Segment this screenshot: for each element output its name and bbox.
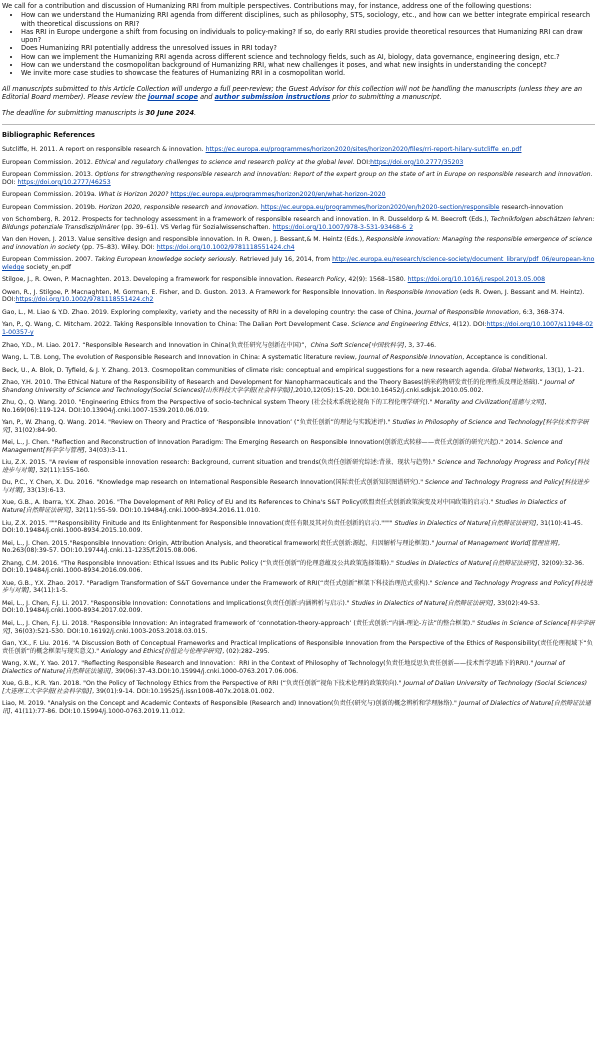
reference-item (2, 276, 595, 284)
reference-details: , 4(12). DOI: (448, 321, 487, 329)
reference-item (2, 321, 595, 336)
reference-text: European Commission. 2019a. (2, 191, 99, 199)
reference-details: (pp. 75–83). Wiley. DOI: (79, 243, 157, 251)
reference-item (2, 540, 595, 555)
deadline-note (2, 109, 595, 117)
reference-item (2, 580, 595, 595)
reference-item (2, 236, 595, 251)
reference-item (2, 204, 595, 212)
reference-text: Zhao, Y.D., M. Liao. 2017. “Responsible Research and Innovation in China(负责任研究与创新在中国)”， (2, 341, 311, 349)
question-item: • How can we implement the Humanizing RRI agenda across different science and technology fields, such as AI, biology, data governance, engineering design, etc.? (21, 53, 595, 61)
reference-source: Taking European knowledge society seriously (94, 256, 236, 264)
reference-text: Mei, L., J. Chen. 2015."Responsible Innovation: Origin, Attribution Analysis, and theoretical framework(责任式创新:源起、归因解析与理论框架)." (2, 539, 437, 547)
submission-note (2, 85, 595, 102)
reference-tail: society_en.pdf (24, 263, 72, 271)
reference-details: , 41(11):77-86. DOI:10.15994/j.1000-0763.2019.11.012. (10, 707, 185, 715)
reference-details: , 32(11):155-160. (35, 466, 90, 474)
reference-link[interactable]: http://ec.europa.eu/research/science-society/document_library/pdf_06/european-knowledge (2, 256, 595, 271)
reference-details: , 13(1), 1–21. (542, 366, 585, 374)
call-for-papers (2, 2, 595, 118)
note-text-after: prior to submitting a manuscript. (330, 92, 442, 101)
reference-text: Zhang, C.M. 2016. "The Responsible Innovation: Ethical Issues and Its Public Policy (“负责任创新”的伦理意蕴及公共政策选择策略)." (2, 559, 396, 567)
reference-item (2, 367, 595, 375)
reference-text: Sutcliffe, H. 2011. A report on responsible research & innovation. (2, 146, 206, 154)
reference-item (2, 660, 595, 675)
reference-item (2, 191, 595, 199)
reference-source: Options for strengthening responsible research and innovation: Report of the expert group on the state of art in Europe on responsible research and innovation (94, 171, 591, 179)
reference-item (2, 379, 595, 394)
section-divider (2, 124, 595, 125)
reference-item (2, 600, 595, 615)
reference-source: Responsible innovation: Managing the responsible emergence of science and innovation in society (2, 236, 593, 251)
reference-text: European Commission. 2013. (2, 171, 95, 179)
note-text-middle: and (197, 92, 215, 101)
reference-text: Van den Hoven, J. 2013. Value sensitive design and responsible innovation. In R. Owen, J. Bessant,& M. Heintz (Eds.), (2, 236, 367, 244)
reference-source: Ethical and regulatory challenges to science and research policy at the global level (94, 158, 353, 166)
reference-source: Studies in Philosophy of Science and Technology[科学技术哲学研究] (2, 419, 589, 434)
reference-source: Journal of Management World[管理世界] (436, 539, 558, 547)
reference-item (2, 256, 595, 271)
reference-text: Wang, X.W., Y. Yao. 2017. "Reflecting Responsible Research and Innovation：RRI in the Context of Philosophy of Technology(负责任地反思负责任创新——技术哲学思路下的RRI)." (2, 660, 536, 668)
reference-details: , 39(01):9-14. DOI:10.19525/j.issn1008-407x.2018.01.002. (92, 687, 275, 695)
reference-details: , 39(06):37-43.DOI:10.15994/j.cnki.1000-0763.2017.06.006. (111, 667, 299, 675)
reference-text: Mei, L., J. Chen. "Reflection and Reconstruction of Innovation Paradigm: The Emerging Research on Responsible Innovation(创新范式转移——责任式创新的研究兴起)." 2014. (2, 439, 525, 447)
reference-link[interactable]: https://doi.org/10.2777/35203 (370, 158, 464, 166)
reference-text: von Schomberg, R. 2012. Prospects for technology assessment in a framework of responsible research and innovation. In R. Dusseldorp & M. Beecroft (Eds.), (2, 216, 491, 224)
reference-text: Wang, L. T.B. Long, The evolution of Responsible Research and Innovation in China: A systematic literature review, (2, 354, 359, 362)
question-item: • How can we understand the cosmopolitan background of Humanizing RRI, what new challenges it poses, and what new insights in understanding the concept? (21, 61, 595, 69)
deadline-date: 30 June 2024 (145, 109, 195, 118)
reference-details: , Acceptance is conditional. (462, 354, 548, 362)
reference-source: Global Networks (492, 366, 543, 374)
reference-details: , 6:3, 368-374. (518, 308, 565, 316)
author-instructions-link[interactable]: author submission instructions (214, 92, 331, 101)
reference-text: Stilgoe, J., R. Owen, P. Macnaghten. 2013. Developing a framework for responsible innovation. (2, 276, 296, 284)
reference-text: Xue, G.B., A. Ibarra, Y.X. Zhao. 2016. "The Development of RRI Policy of EU and Its References to China's S&T Policy(欧盟责任式创新政策演变及对中国政策的启示)." (2, 499, 496, 507)
reference-details: , 34(11):1-5. (29, 587, 68, 595)
reference-source: Studies in Science of Science[科学学研究] (2, 619, 595, 635)
reference-item (2, 520, 595, 535)
reference-details: (pp. 39–61). VS Verlag für Sozialwissenschaften. (119, 223, 273, 231)
reference-item (2, 159, 595, 167)
reference-details: , 33(02):49-53. DOI:10.19484/j.cnki.1000-8934.2017.02.009. (2, 599, 540, 615)
reference-text: Zhu, Q., Q. Wang. 2010. "Engineering Ethics from the Perspective of socio-technical system Theory (社会技术系统论视角下的工程伦理学研究)." (2, 399, 435, 407)
question-item: • How can we understand the Humanizing RRI agenda from different disciplines, such as philosophy, STS, sociology, etc., and how can we better integrate empirical research with theoretical discussions on RRI? (21, 11, 595, 28)
reference-list (2, 146, 595, 715)
reference-item (2, 342, 595, 350)
reference-text: Liu, Z.X. 2015. "A review of responsible innovation research: Background, current situation and trends(负责任创新研究综述:背景、现状与趋势)." (2, 459, 438, 467)
reference-source: Journal of Dialectics of Nature[自然辩证法通讯] (2, 660, 565, 675)
reference-item (2, 289, 595, 304)
reference-tail: research-innovation (499, 203, 564, 211)
reference-link[interactable]: https://doi.org/10.1007/s11948-021-00357-y (2, 321, 594, 337)
reference-source: Journal of Responsible Innovation (358, 354, 463, 362)
reference-item (2, 419, 595, 434)
reference-text: Owen, R., J. Stilgoe, P. Macnaghten, M. Gorman, E. Fisher, and D. Guston. 2013. A Framework for Responsible Innovation. In (2, 288, 386, 296)
reference-text: Xue, G.B., Y.X. Zhao. 2017. "Paradigm Transformation of S&T Governance under the Framework of RRI(“责任式创新”框架下科技治理范式重构)." (2, 579, 435, 587)
reference-source: Journal of Dalian University of Technology (Social Sciences)[大连理工大学学报(社会科学版)] (2, 680, 587, 695)
reference-text: Xue, G.B., K.R. Yan. 2018. "On the Policy of Technology Ethics from the Perspective of RRI (“负责任创新”视角下技术伦理的政策转向)." (2, 680, 404, 688)
note-text-before: All manuscripts submitted to this Article Collection will undergo a full peer-review; the Guest Advisor for this collection will not be handling the manuscripts (unless they are an Editorial Board member). Please review the (2, 84, 583, 101)
reference-text: European Commission. 2012. (2, 158, 95, 166)
reference-item (2, 560, 595, 575)
reference-text: Yan, P., W. Zhang, Q. Wang. 2014. "Review on Theory and Practice of ‘Responsible Innovation’ (“负责任创新”的理论与实践述评)." (2, 419, 393, 427)
intro-lead: We call for a contribution and discussion of Humanizing RRI from multiple perspectives. Contributions may, for instance, address one of the following questions: (2, 2, 532, 10)
question-item: • Does Humanizing RRI potentially address the unresolved issues in RRI today? (21, 44, 595, 52)
reference-details: , 34(03):3-11. (84, 446, 128, 454)
reference-item (2, 620, 595, 635)
reference-item (2, 216, 595, 231)
reference-details: , No.169(06):119-124. DOI:10.13904/j.cnki.1007-1539.2010.06.019. (2, 399, 547, 414)
reference-source: Science and Technology Progress and Policy[科技进步与对策] (2, 459, 590, 474)
reference-item (2, 146, 595, 154)
reference-details: , 31(02):84-90. (10, 426, 58, 434)
reference-item (2, 479, 595, 494)
reference-item (2, 399, 595, 414)
reference-text: Gan, Y.X., F. Liu. 2016. "A Discussion Both of Conceptual Frameworks and Practical Implications of Responsible Innovation from the Perspective of the Ethics of Responsibility(责任伦理视域下“负责任创新”的概念框架与现实意义)." (2, 640, 593, 655)
reference-text: European Commission. 2007. (2, 256, 95, 264)
reference-text: Liu, Z.X. 2015. """Responsibility Finitude and Its Enlightenment for Responsible Innovation(责任有限及其对负责任创新的启示)."""" (2, 519, 395, 527)
reference-item (2, 640, 595, 655)
deadline-text: The deadline for submitting manuscripts is (2, 109, 146, 118)
reference-details: , 32(11):55-59. DOI:10.19484/j.cnki.1000-8934.2016.11.010. (71, 507, 261, 515)
reference-source: What is Horizon 2020? (98, 191, 169, 199)
reference-details: ,2010,12(05):15-20. DOI:10.16452/j.cnki.sdkjsk.2010.05.002. (293, 386, 484, 394)
reference-text: Liao, M. 2019. "Analysis on the Concept and Academic Contexts of Responsible (Research and) Innovation(负责任(研究与)创新的概念辨析和学理脉络)." (2, 700, 459, 708)
reference-source: China Soft Science[中国软科学] (310, 341, 405, 349)
reference-source: Studies in Dialectics of Nature[自然辩证法研究] (2, 499, 566, 515)
journal-scope-link[interactable]: journal scope (147, 92, 198, 101)
reference-text: Zhao, Y.H. 2010. The Ethical Nature of the Responsibility of Research and Development for Nanopharmaceuticals and the Theory Bases(纳米药物研发责任的伦理性质及理论基础).” (2, 378, 545, 386)
reference-source: Science and Engineering Ethics (351, 321, 449, 329)
reference-details: , No.263(08):39-57. DOI:10.19744/j.cnki.11-1235/f.2015.08.006. (2, 539, 560, 555)
reference-source: Studies in Dialectics of Nature[自然辩证法研究] (351, 599, 494, 607)
reference-source: Science and Technology Progress and Policy[科技进步与对策] (2, 479, 590, 494)
reference-item (2, 459, 595, 474)
reference-details: . DOI: (352, 158, 371, 166)
reference-link[interactable]: https://doi.org/10.1002/9781118551424.ch4 (156, 243, 295, 251)
reference-details: , 3, 37-46. (404, 341, 437, 349)
reference-source: Journal of Responsible Innovation (415, 308, 519, 316)
reference-source: Science and Technology Progress and Policy[科技进步与对策] (2, 579, 593, 595)
reference-link[interactable]: https://ec.europa.eu/programmes/horizon2020/en/h2020-section/responsible (260, 203, 500, 211)
reference-item (2, 499, 595, 514)
reference-link[interactable]: https://ec.europa.eu/programmes/horizon2020/en/what-horizon-2020 (170, 191, 386, 199)
reference-source: Studies in Dialectics of Nature[自然辩证法研究] (394, 519, 537, 527)
reference-source: Morality and Civilization[道德与文明] (434, 399, 545, 407)
reference-details: , (02):282–295. (222, 647, 270, 655)
reference-details: (eds R. Owen, J. Bessant and M. Heintz). DOI: (2, 288, 585, 304)
reference-link[interactable]: https://doi.org/10.2777/46253 (17, 178, 111, 186)
reference-text: Du, P.C., Y. Chen, X. Du. 2016. "Knowledge map research on International Responsible Research Innovation(国际责任式创新知识图谱研究)." (2, 479, 426, 487)
reference-details: , 32(09):32-36. DOI:10.19484/j.cnki.1000-8934.2016.09.006. (2, 559, 585, 575)
reference-source: Studies in Dialectics of Nature[自然辩证法研究] (395, 559, 538, 567)
reference-source: Horizon 2020, responsible research and innovation (98, 203, 257, 211)
deadline-end: . (194, 109, 197, 118)
reference-text: Gao, L., M. Liao & Y.D. Zhao. 2019. Exploring complexity, variety and the necessity of RRI in a developing country: the case of China, (2, 308, 416, 316)
reference-details: , 42(9): 1568–1580. (344, 276, 408, 284)
reference-source: Science and Management[科学学与管理] (2, 439, 563, 454)
reference-text: Mei, L., J. Chen, F.J. Li. 2017. "Responsible Innovation: Connotations and Implications(负责任创新:内涵辨析与启示)." (2, 599, 352, 607)
reference-text: Beck, U., A. Blok, D. Tyfield, & J. Y. Zhang. 2013. Cosmopolitan communities of climate risk: conceptual and empirical suggestions for a new research agenda. (2, 366, 493, 374)
reference-source: Research Policy (295, 276, 345, 284)
reference-link[interactable]: https://doi.org/10.1016/j.respol.2013.05.008 (407, 276, 546, 284)
reference-details: . DOI: (2, 171, 593, 186)
reference-item (2, 700, 595, 715)
reference-text: Yan, P., Q. Wang, C. Mitcham. 2022. Taking Responsible Innovation to China: The Dalian Port Development Case. (2, 321, 352, 329)
reference-details: , 31(10):41-45. DOI:10.19484/j.cnki.1000-8934.2015.10.009. (2, 519, 583, 535)
reference-text: Mei, L., J. Chen, F.J. Li. 2018. "Responsible Innovation: An integrated framework of ‘connotation-theory-approach’ (责任式创新:“内涵-理论-方法”的整合框架)." (2, 619, 477, 627)
reference-source: Technikfolgen abschätzen lehren: Bildungs potenziale Transdisziplinärer (2, 216, 595, 231)
reference-link[interactable]: https://ec.europa.eu/programmes/horizon2020/sites/horizon2020/files/rri-report-hilary-sutcliffe_en.pdf (205, 146, 522, 154)
reference-details: . Retrieved July 16, 2014, from (235, 256, 333, 264)
reference-details: . (256, 203, 261, 211)
reference-item (2, 309, 595, 317)
references-title: Bibliographic References (2, 130, 95, 139)
reference-item (2, 680, 595, 695)
reference-source: Journal of Dialectics of Nature[自然辩证法通讯] (2, 700, 591, 715)
reference-source: Axiology and Ethics[价值论与伦理学研究] (101, 647, 223, 655)
references-section (2, 132, 595, 716)
reference-item (2, 171, 595, 186)
reference-link[interactable]: https://doi.org/10.1007/978-3-531-93468-6_2 (272, 223, 414, 231)
reference-text: European Commission. 2019b. (2, 203, 99, 211)
reference-link[interactable]: https://doi.org/10.1002/9781118551424.ch2 (15, 296, 154, 304)
reference-details: , 36(03):521-530. DOI:10.16192/j.cnki.1003-2053.2018.03.015. (10, 627, 208, 635)
reference-details: , 33(13):6-13. (22, 486, 66, 494)
reference-source: Journal of Shandong University of Science and Technology(Social Sciences)[山东科技大学学报(社会科学版)] (2, 378, 575, 394)
question-list (2, 11, 595, 77)
reference-source: Responsible Innovation (385, 288, 458, 296)
question-item: • Has RRI in Europe undergone a shift from focusing on individuals to policy-making? If so, do early RRI studies provide theoretical resources that Humanizing RRI can draw upon? (21, 28, 595, 45)
question-item: • We invite more case studies to showcase the features of Humanizing RRI in a cosmopolitan world. (21, 69, 595, 77)
reference-item (2, 439, 595, 454)
reference-item (2, 354, 595, 362)
